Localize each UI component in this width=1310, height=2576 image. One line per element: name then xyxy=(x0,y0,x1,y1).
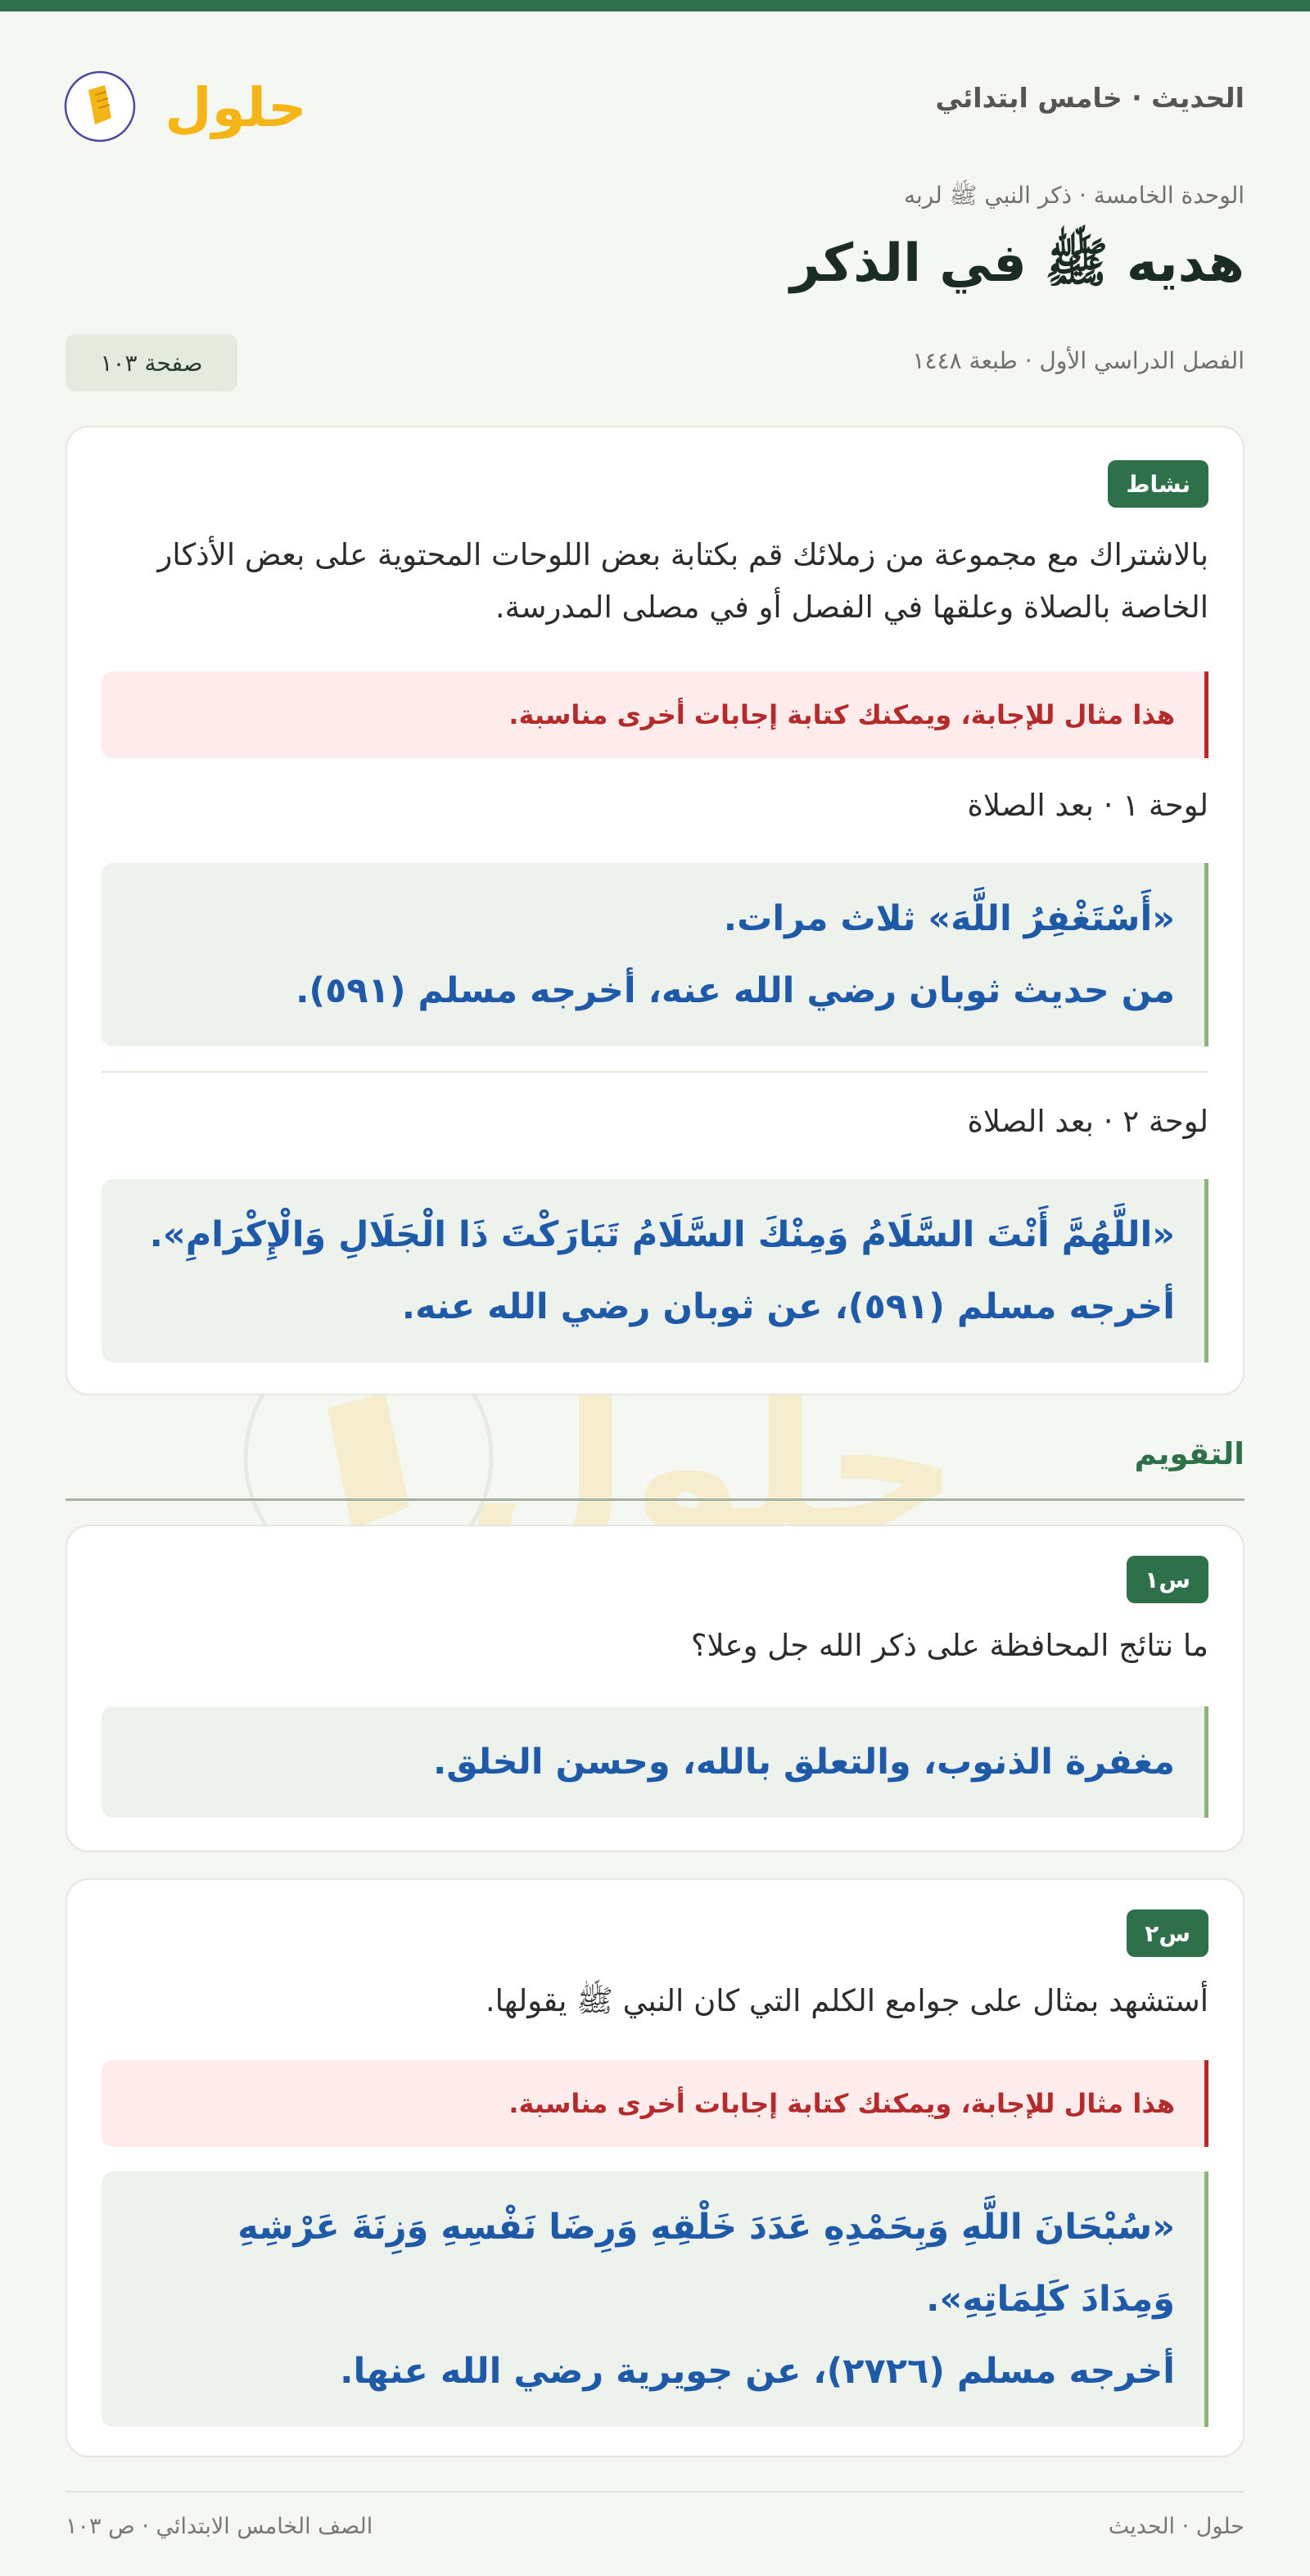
svg-text:حلول: حلول xyxy=(465,1358,960,1576)
answer-line: من حديث ثوبان رضي الله عنه، أخرجه مسلم (٥٩١). xyxy=(296,970,1175,1011)
evaluation-heading-rule xyxy=(66,1498,1244,1501)
question-1-card xyxy=(66,1525,1244,1852)
activity-card xyxy=(66,426,1244,1395)
question-1-answer xyxy=(102,1706,1208,1818)
hulool-logo-icon xyxy=(64,54,307,152)
hulool-logo[interactable] xyxy=(64,54,307,152)
question-1-tag: س١ xyxy=(1127,1556,1208,1603)
svg-text:حلول: حلول xyxy=(165,76,307,139)
footer-site-subject: حلول · الحديث xyxy=(1108,2514,1244,2539)
question-2-card xyxy=(66,1878,1244,2457)
board-2-label: لوحة ٢ · بعد الصلاة xyxy=(967,1104,1208,1139)
answer-line: «سُبْحَانَ اللَّهِ وَبِحَمْدِهِ عَدَدَ خَلْقِهِ وَرِضَا نَفْسِهِ وَزِنَةَ عَرْشِهِ وَمِدَادَ كَلِمَاتِهِ». xyxy=(237,2207,1175,2320)
board-1-label: لوحة ١ · بعد الصلاة xyxy=(967,788,1208,823)
top-accent-bar xyxy=(0,0,1310,11)
header-subject-title: الحديث · خامس ابتدائي xyxy=(935,82,1244,114)
example-answer-note: هذا مثال للإجابة، ويمكنك كتابة إجابات أخرى مناسبة. xyxy=(102,671,1208,758)
example-answer-note: هذا مثال للإجابة، ويمكنك كتابة إجابات أخرى مناسبة. xyxy=(102,2060,1208,2147)
question-2-answer xyxy=(102,2172,1208,2427)
activity-prompt: بالاشتراك مع مجموعة من زملائك قم بكتابة بعض اللوحات المحتوية على بعض الأذكار الخاصة بالصلاة وعلقها في الفصل أو في مصلى المدرسة. xyxy=(157,537,1208,625)
footer-grade-page: الصف الخامس الابتدائي · ص ١٠٣ xyxy=(66,2514,373,2539)
lesson-title: هديه ﷺ في الذكر xyxy=(790,233,1244,294)
answer-line: «أَسْتَغْفِرُ اللَّهَ» ثلاث مرات. xyxy=(723,898,1175,939)
term-edition-line: الفصل الدراسي الأول · طبعة ١٤٤٨ xyxy=(912,347,1244,374)
board-1-answer xyxy=(102,863,1208,1046)
section-divider xyxy=(102,1071,1208,1073)
answer-line: مغفرة الذنوب، والتعلق بالله، وحسن الخلق. xyxy=(432,1742,1175,1783)
footer-divider xyxy=(66,2491,1244,2492)
answer-line: «اللَّهُمَّ أَنْتَ السَّلَامُ وَمِنْكَ السَّلَامُ تَبَارَكْتَ ذَا الْجَلَالِ وَالْإِكْرَامِ». xyxy=(149,1214,1175,1255)
answer-line: أخرجه مسلم (٢٧٢٦)، عن جويرية رضي الله عنها. xyxy=(340,2351,1175,2392)
board-2-answer xyxy=(102,1179,1208,1363)
unit-subtitle: الوحدة الخامسة · ذكر النبي ﷺ لربه xyxy=(903,182,1244,209)
evaluation-heading: التقويم xyxy=(1134,1436,1244,1471)
answer-line: أخرجه مسلم (٥٩١)، عن ثوبان رضي الله عنه. xyxy=(401,1286,1175,1327)
question-1-prompt: ما نتائج المحافظة على ذكر الله جل وعلا؟ xyxy=(690,1628,1208,1663)
page-number-badge: صفحة ١٠٣ xyxy=(66,334,237,391)
question-2-tag: س٢ xyxy=(1127,1909,1208,1957)
activity-tag: نشاط xyxy=(1108,460,1208,508)
question-2-prompt: أستشهد بمثال على جوامع الكلم التي كان النبي ﷺ يقولها. xyxy=(485,1983,1208,2018)
